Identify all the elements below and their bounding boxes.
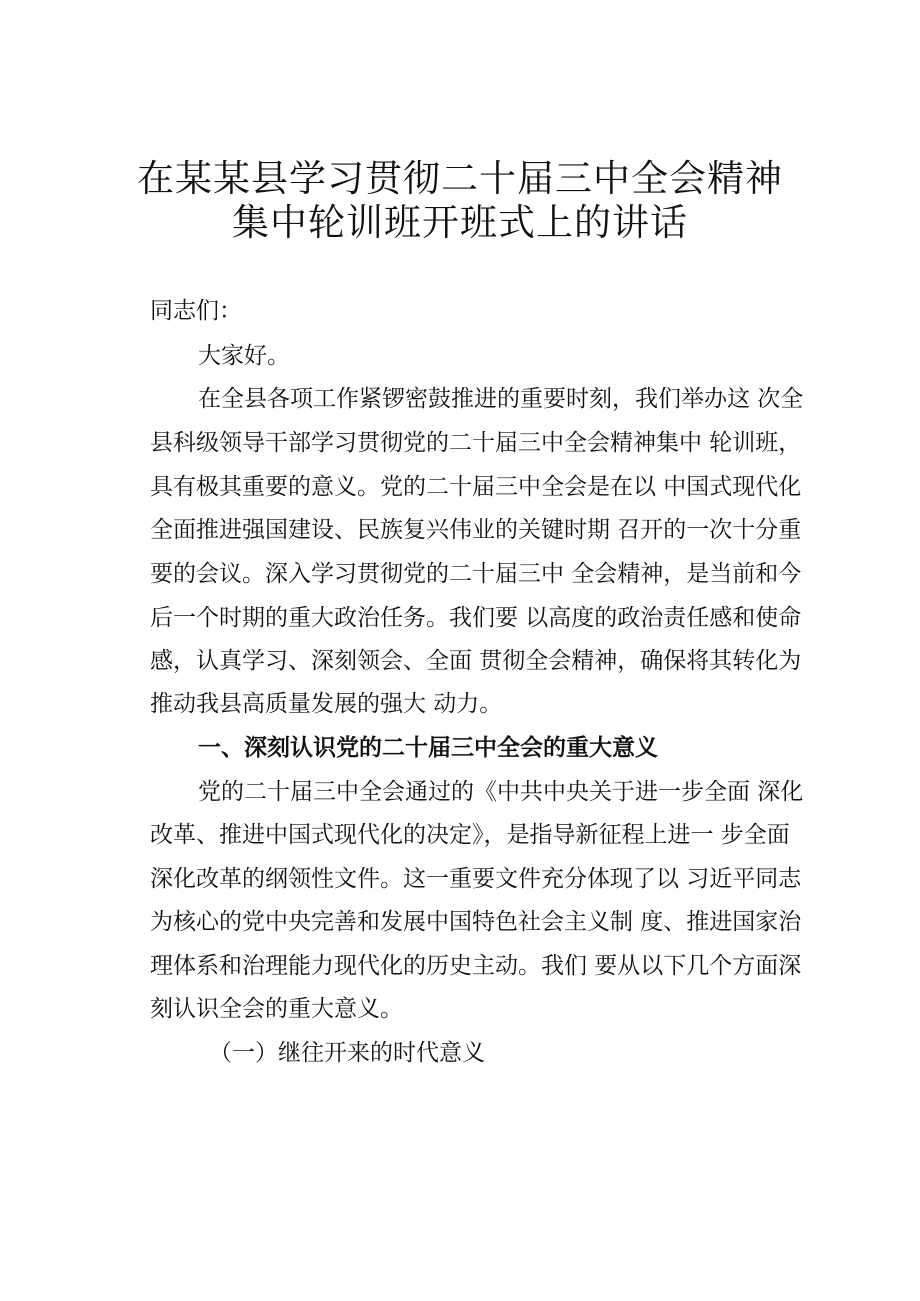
subsection-heading: （一）继往开来的时代意义	[209, 1040, 485, 1066]
greeting: 大家好。	[198, 343, 290, 369]
paragraph-1-line: 后一个时期的重大政治任务。我们要 以高度的政治责任感和使命	[150, 605, 802, 631]
salutation: 同志们：	[150, 298, 242, 324]
paragraph-2-line: 理体系和治理能力现代化的历史主动。我们 要从以下几个方面深	[150, 953, 802, 979]
document-title-line-1: 在某某县学习贯彻二十届三中全会精神	[137, 157, 783, 200]
paragraph-1-line: 感，认真学习、深刻领会、全面 贯彻全会精神，确保将其转化为	[150, 648, 802, 674]
paragraph-1-line: 县科级领导干部学习贯彻党的二十届三中全会精神集中 轮训班，	[150, 430, 802, 456]
paragraph-2-line: 党的二十届三中全会通过的《中共中央关于进一步全面 深化	[198, 779, 804, 805]
paragraph-2-line: 刻认识全会的重大意义。	[150, 996, 403, 1022]
document-title-line-2: 集中轮训班开班式上的讲话	[232, 201, 688, 244]
paragraph-1-line: 在全县各项工作紧锣密鼓推进的重要时刻，我们举办这 次全	[198, 386, 804, 412]
paragraph-2-line: 为核心的党中央完善和发展中国特色社会主义制 度、推进国家治	[150, 909, 802, 935]
paragraph-1-line: 推动我县高质量发展的强大 动力。	[150, 691, 503, 717]
paragraph-1-line: 要的会议。深入学习贯彻党的二十届三中 全会精神，是当前和今	[150, 561, 802, 587]
section-heading: 一、深刻认识党的二十届三中全会的重大意义	[198, 735, 658, 761]
paragraph-1-line: 全面推进强国建设、民族复兴伟业的关键时期 召开的一次十分重	[150, 517, 802, 543]
paragraph-1-line: 具有极其重要的意义。党的二十届三中全会是在以 中国式现代化	[150, 474, 802, 500]
paragraph-2-line: 深化改革的纲领性文件。这一重要文件充分体现了以 习近平同志	[150, 866, 802, 892]
paragraph-2-line: 改革、推进中国式现代化的决定》，是指导新征程上进一 步全面	[150, 822, 790, 848]
